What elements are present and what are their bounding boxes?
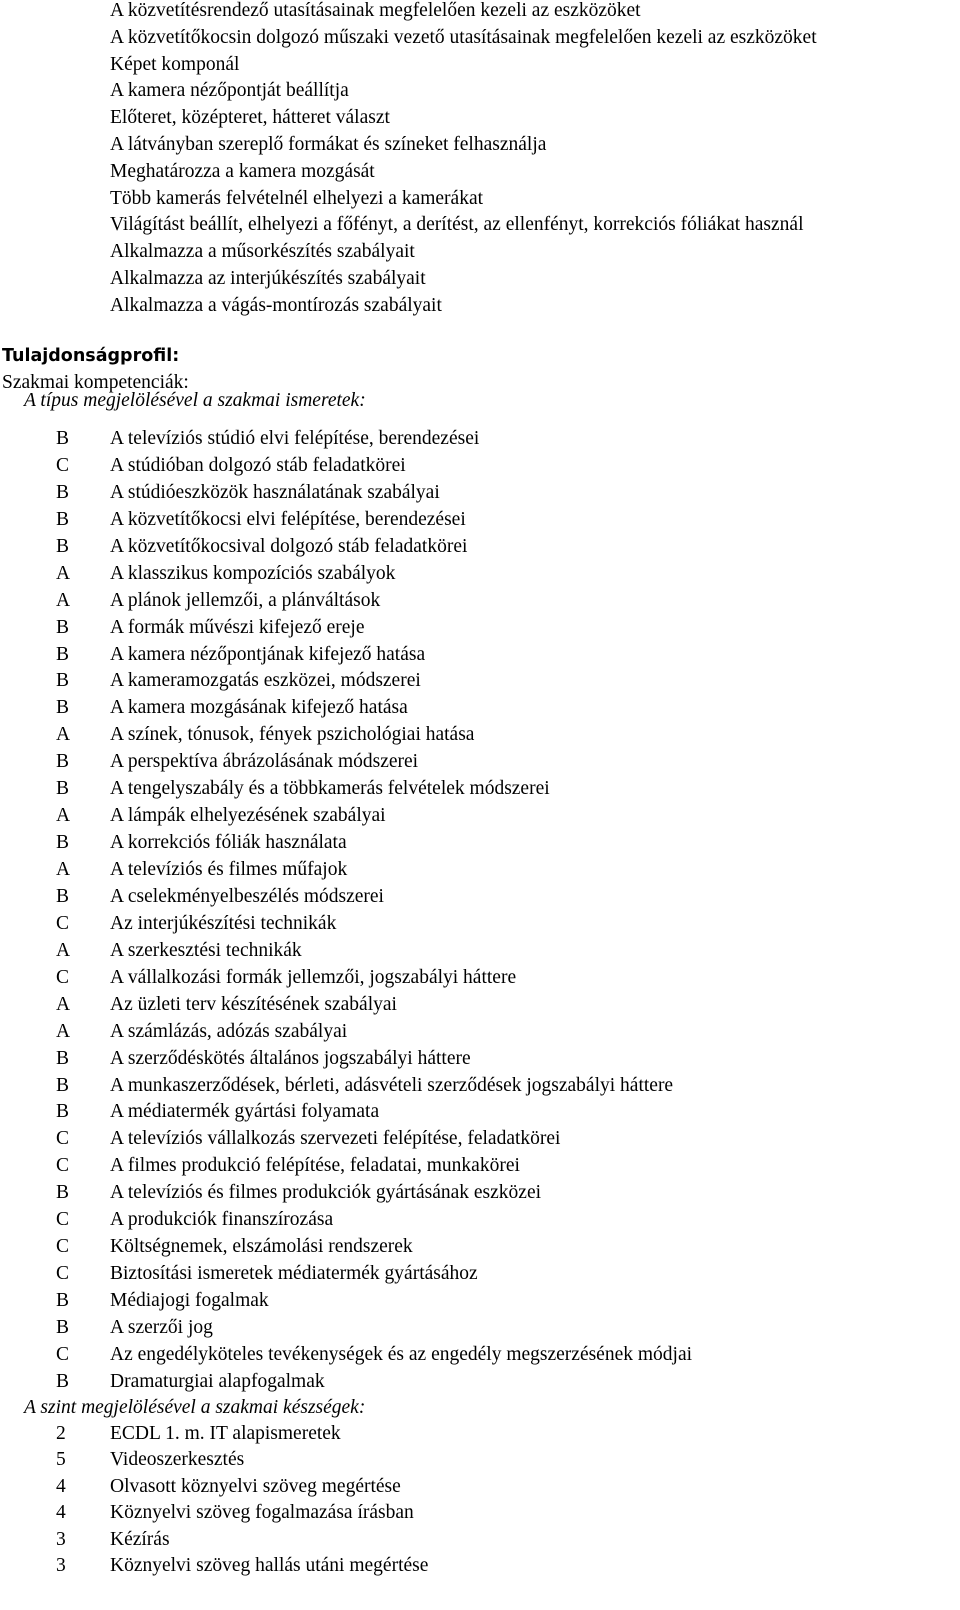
type-code: A <box>56 993 71 1015</box>
type-code: A <box>56 589 71 611</box>
skill-row <box>0 1421 950 1447</box>
knowledge-row <box>0 857 950 884</box>
type-code: B <box>56 616 70 638</box>
type-code: B <box>56 1370 70 1392</box>
level-code: 5 <box>56 1449 66 1471</box>
knowledge-row <box>0 911 950 938</box>
level-code: 3 <box>56 1554 66 1576</box>
intro-line: Világítást beállít, elhelyezi a főfényt, a derítést, az ellenfényt, korrekciós fóliákat használ <box>110 214 804 236</box>
knowledge-row <box>0 803 950 830</box>
type-code: C <box>56 912 70 934</box>
type-code: A <box>56 724 71 746</box>
intro-line: Alkalmazza a vágás-montírozás szabályait <box>110 294 442 316</box>
knowledge-row <box>0 1369 950 1396</box>
knowledge-text: A televíziós vállalkozás szervezeti felépítése, feladatkörei <box>110 1128 561 1150</box>
knowledge-row <box>0 668 950 695</box>
type-code: A <box>56 562 71 584</box>
type-code: B <box>56 428 70 449</box>
type-code: B <box>56 643 70 665</box>
level-code: 4 <box>56 1502 66 1524</box>
type-code: A <box>56 859 71 880</box>
knowledge-text: Költségnemek, elszámolási rendszerek <box>110 1236 413 1258</box>
knowledge-text: A vállalkozási formák jellemzői, jogszabályi háttere <box>110 966 517 988</box>
knowledge-row <box>0 1180 950 1207</box>
type-code: B <box>56 1290 70 1311</box>
skill-row <box>0 1553 950 1579</box>
skill-text: Kézírás <box>110 1528 170 1550</box>
knowledge-text: A korrekciós fóliák használata <box>110 832 347 854</box>
knowledge-row <box>0 965 950 992</box>
knowledge-row <box>0 1099 950 1126</box>
section-heading: Tulajdonságprofil: <box>2 346 180 366</box>
knowledge-row <box>0 749 950 776</box>
knowledge-text: A stúdióban dolgozó stáb feladatkörei <box>110 454 406 476</box>
knowledge-text: A közvetítőkocsi elvi felépítése, berendezései <box>110 508 466 530</box>
knowledge-text: A szerkesztési technikák <box>110 939 302 961</box>
intro-line: Előteret, középteret, hátteret választ <box>110 107 390 129</box>
knowledge-row <box>0 776 950 803</box>
knowledge-text: A lámpák elhelyezésének szabályai <box>110 805 386 827</box>
knowledge-row <box>0 884 950 911</box>
knowledge-text: A tengelyszabály és a többkamerás felvételek módszerei <box>110 778 550 800</box>
type-code: A <box>56 939 71 961</box>
type-code: A <box>56 1020 71 1042</box>
skills-list <box>0 1421 950 1579</box>
knowledge-text: A kamera mozgásának kifejező hatása <box>110 697 408 719</box>
intro-line: Meghatározza a kamera mozgását <box>110 160 375 182</box>
skill-row <box>0 1447 950 1473</box>
type-code: B <box>56 778 70 800</box>
knowledge-text: A produkciók finanszírozása <box>110 1209 334 1231</box>
type-code: B <box>56 1316 70 1338</box>
knowledge-row <box>0 1073 950 1100</box>
type-code: B <box>56 832 70 854</box>
knowledge-row <box>0 588 950 615</box>
type-code: B <box>56 535 70 557</box>
knowledge-text: A médiatermék gyártási folyamata <box>110 1101 380 1123</box>
knowledge-text: Az engedélyköteles tevékenységek és az engedély megszerzésének módjai <box>110 1343 693 1365</box>
skill-row <box>0 1474 950 1500</box>
knowledge-text: Az üzleti terv készítésének szabályai <box>110 993 397 1015</box>
type-code: C <box>56 1343 70 1365</box>
knowledge-row <box>0 1126 950 1153</box>
knowledge-text: A szerződéskötés általános jogszabályi háttere <box>110 1047 471 1069</box>
knowledge-text: A munkaszerződések, bérleti, adásvételi szerződések jogszabályi háttere <box>110 1074 674 1096</box>
knowledge-row <box>0 1207 950 1234</box>
type-code: C <box>56 1155 70 1177</box>
skill-text: ECDL 1. m. IT alapismeretek <box>110 1423 341 1444</box>
knowledge-row <box>0 1288 950 1315</box>
type-code: C <box>56 1236 70 1258</box>
type-code: B <box>56 697 70 719</box>
intro-line: A közvetítőkocsin dolgozó műszaki vezető utasításainak megfelelően kezeli az eszközöket <box>110 26 817 48</box>
intro-line: Alkalmazza a műsorkészítés szabályait <box>110 241 415 263</box>
type-code: B <box>56 1182 70 1204</box>
type-code: A <box>56 805 71 827</box>
knowledge-text: A televíziós és filmes műfajok <box>110 859 348 880</box>
skill-row <box>0 1500 950 1526</box>
knowledge-text: A perspektíva ábrázolásának módszerei <box>110 751 419 773</box>
knowledge-text: A szerzői jog <box>110 1316 213 1338</box>
knowledge-row <box>0 1234 950 1261</box>
knowledge-row <box>0 507 950 534</box>
type-code: C <box>56 454 70 476</box>
knowledge-text: Médiajogi fogalmak <box>110 1290 269 1311</box>
type-code: C <box>56 1128 70 1150</box>
type-code: B <box>56 670 70 692</box>
knowledge-row <box>0 1019 950 1046</box>
intro-line: Alkalmazza az interjúkészítés szabályait <box>110 267 426 289</box>
knowledge-row <box>0 1153 950 1180</box>
knowledge-row <box>0 722 950 749</box>
knowledge-text: A stúdióeszközök használatának szabályai <box>110 481 440 503</box>
knowledge-text: A kamera nézőpontjának kifejező hatása <box>110 643 426 665</box>
type-code: B <box>56 508 70 530</box>
knowledge-row <box>0 426 950 453</box>
knowledge-row <box>0 938 950 965</box>
type-code: B <box>56 1101 70 1123</box>
knowledge-text: A televíziós stúdió elvi felépítése, berendezései <box>110 428 480 449</box>
knowledge-text: A színek, tónusok, fények pszichológiai hatása <box>110 724 475 746</box>
knowledge-row <box>0 534 950 561</box>
knowledge-row <box>0 1315 950 1342</box>
knowledge-text: A plánok jellemzői, a plánváltások <box>110 589 381 611</box>
type-code: B <box>56 751 70 773</box>
level-code: 4 <box>56 1475 66 1497</box>
knowledge-label: A típus megjelölésével a szakmai ismeretek: <box>24 390 366 411</box>
knowledge-row <box>0 480 950 507</box>
knowledge-text: Dramaturgiai alapfogalmak <box>110 1370 325 1392</box>
knowledge-row <box>0 453 950 480</box>
knowledge-row <box>0 561 950 588</box>
knowledge-row <box>0 615 950 642</box>
intro-line: A látványban szereplő formákat és színeket felhasználja <box>110 133 547 155</box>
knowledge-text: A cselekményelbeszélés módszerei <box>110 885 384 907</box>
type-code: B <box>56 885 70 907</box>
knowledge-text: A kameramozgatás eszközei, módszerei <box>110 670 421 692</box>
skill-text: Köznyelvi szöveg hallás utáni megértése <box>110 1554 429 1576</box>
skill-row <box>0 1527 950 1553</box>
knowledge-row <box>0 1342 950 1369</box>
skill-text: Olvasott köznyelvi szöveg megértése <box>110 1475 401 1497</box>
knowledge-text: A filmes produkció felépítése, feladatai, munkakörei <box>110 1155 520 1177</box>
intro-line: Képet komponál <box>110 53 240 75</box>
level-code: 2 <box>56 1423 66 1444</box>
knowledge-text: A közvetítőkocsival dolgozó stáb feladatkörei <box>110 535 468 557</box>
type-code: C <box>56 1209 70 1231</box>
knowledge-text: A televíziós és filmes produkciók gyártásának eszközei <box>110 1182 542 1204</box>
type-code: C <box>56 1263 70 1285</box>
knowledge-row <box>0 695 950 722</box>
type-code: C <box>56 966 70 988</box>
subheading: Szakmai kompetenciák: <box>2 372 189 393</box>
knowledge-row <box>0 992 950 1019</box>
type-code: B <box>56 481 70 503</box>
intro-line: A kamera nézőpontját beállítja <box>110 80 349 102</box>
level-code: 3 <box>56 1528 66 1550</box>
knowledge-text: A formák művészi kifejező ereje <box>110 616 365 638</box>
type-code: B <box>56 1074 70 1096</box>
knowledge-text: Az interjúkészítési technikák <box>110 912 337 934</box>
intro-line: A közvetítésrendező utasításainak megfelelően kezeli az eszközöket <box>110 0 641 21</box>
type-code: B <box>56 1047 70 1069</box>
knowledge-text: A klasszikus kompozíciós szabályok <box>110 562 396 584</box>
knowledge-row <box>0 830 950 857</box>
intro-line: Több kamerás felvételnél elhelyezi a kamerákat <box>110 187 484 209</box>
skill-text: Videoszerkesztés <box>110 1449 245 1471</box>
skills-label: A szint megjelölésével a szakmai készségek: <box>24 1397 366 1418</box>
knowledge-text: A számlázás, adózás szabályai <box>110 1020 348 1042</box>
knowledge-row <box>0 1046 950 1073</box>
knowledge-row <box>0 1261 950 1288</box>
intro-list <box>110 0 817 320</box>
skill-text: Köznyelvi szöveg fogalmazása írásban <box>110 1502 414 1524</box>
knowledge-list <box>0 426 950 1396</box>
knowledge-row <box>0 642 950 669</box>
knowledge-text: Biztosítási ismeretek médiatermék gyártásához <box>110 1263 478 1285</box>
